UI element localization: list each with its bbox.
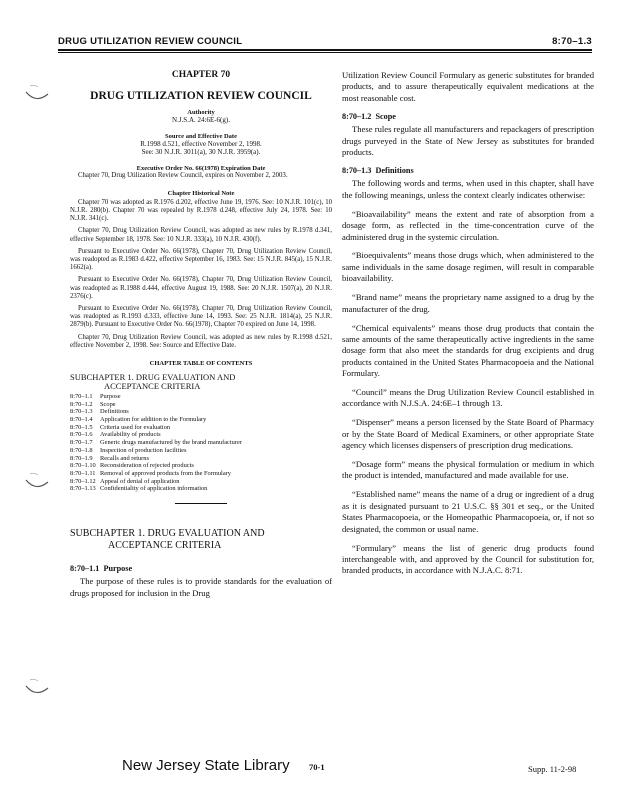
supplement-date: Supp. 11-2-98 [528,764,577,774]
definition-paragraph: The following words and terms, when used in this chapter, shall have the following meanings, unless the context clearly indicates otherwise: [342,178,594,200]
history-paragraph: Pursuant to Executive Order No. 66(1978), Chapter 70, Drug Utilization Review Council, was readopted as R.1988 d.444, effective August 19, 1988. See: 20 N.J.R. 1507(a), 20 N.J.R. 2376(c). [70,276,332,300]
source-text: R.1998 d.521, effective November 2, 1998. [140,139,262,148]
header-title: DRUG UTILIZATION REVIEW COUNCIL [58,36,243,47]
page-number: 70-1 [309,762,325,772]
toc-entry[interactable] [70,431,332,439]
toc-section-title: Criteria used for evaluation [100,423,171,431]
toc-entry[interactable] [70,408,332,416]
exec-order-text: Chapter 70, Drug Utilization Review Council, expires on November 2, 2003. [78,171,288,179]
toc-section-title: Generic drugs manufactured by the brand manufacturer [100,439,242,447]
section-number: 8:70–1.2 [342,112,372,122]
chapter-title: DRUG UTILIZATION REVIEW COUNCIL [90,90,312,102]
section-title: Definitions [375,166,414,176]
section-heading-definitions [342,166,594,176]
toc-subchapter-line: ACCEPTANCE CRITERIA [104,381,201,392]
toc-section-title: Purpose [100,392,121,400]
toc-section-title: Confidentiality of application information [100,485,208,493]
definition-paragraph: “Bioavailability” means the extent and rate of absorption from a dosage form, as reflected in the time-concentration curve of the administered drug in the systemic circulation. [342,208,594,242]
history-paragraph: Chapter 70 was adopted as R.1976 d.202, effective June 19, 1976. See: 10 N.J.R. 101(c), 10 N.J.R. 280(b). Chapter 70 was repealed by R.1978 d.248, effective July 24, 1978. See: 10 N.J.R. 341(c). [70,198,332,223]
toc-section-number: 8:70–1.2 [70,400,93,408]
header-rule-thin [58,52,592,53]
toc-section-title: Application for addition to the Formulary [100,416,207,424]
toc-section-title: Recalls and returns [100,454,149,462]
toc-entry[interactable] [70,447,332,455]
chapter-number: CHAPTER 70 [171,70,231,80]
running-header [58,36,592,47]
toc-subchapter [70,373,332,392]
toc-section-title: Scope [100,400,116,408]
scope-text: These rules regulate all manufacturers and repackagers of prescription drugs purveyed in the State of New Jersey as substitutes for branded products. [342,124,594,158]
exec-order-heading: Executive Order No. 66(1978) Expiration Date [136,164,266,172]
definition-paragraph: “Brand name” means the proprietary name assigned to a drug by the manufacturer of the drug. [342,292,594,314]
toc-section-number: 8:70–1.3 [70,408,93,416]
history-paragraph: Pursuant to Executive Order No. 66(1978), Chapter 70, Drug Utilization Review Council, was readopted as R.1993 d.333, effective June 14, 1993. See: 25 N.J.R. 1814(a), 25 N.J.R. 2879(b). Pursuant to Executive Order No. 66(1978), Chapter 70 expired on June 14, 1998. [70,304,332,329]
library-stamp: New Jersey State Library [122,757,290,774]
history-heading: Chapter Historical Note [167,189,235,197]
toc-heading: CHAPTER TABLE OF CONTENTS [149,359,253,367]
definition-paragraph: “Bioequivalents” means those drugs which, when administered to the same individuals in the same dosage regimen, will result in comparable bioavailability. [342,250,594,284]
section-divider [175,503,227,504]
left-column [70,70,332,606]
toc-section-number: 8:70–1.10 [70,462,96,470]
toc-section-number: 8:70–1.5 [70,423,93,431]
definition-paragraph: “Council” means the Drug Utilization Review Council established in accordance with N.J.S.A. 24:6E–1 through 13. [342,387,594,409]
toc-section-title: Definitions [100,408,129,416]
toc-section-title: Removal of approved products from the Formulary [100,469,231,477]
authority-text: N.J.S.A. 24:6E-6(g). [172,116,230,124]
source-text: See: 30 N.J.R. 3011(a), 30 N.J.R. 3959(a). [141,148,261,156]
toc-section-number: 8:70–1.11 [70,469,96,477]
toc-section-title: Inspection of production facilities [100,446,187,454]
toc-entry[interactable] [70,439,332,447]
section-title: Scope [375,112,396,122]
definition-paragraph: “Formulary” means the list of generic drug products found interchangeable with, and approved by the Council for substitution for, branded products, in accordance with N.J.A.C. 8:71. [342,542,594,576]
toc-entry[interactable] [70,424,332,432]
toc-section-title: Reconsideration of rejected products [100,462,194,470]
right-column [342,70,594,584]
definition-paragraph: “Chemical equivalents” means those drug products that contain the same amounts of the same therapeutically active ingredients in the same dosage form that also meet the standards for drug excipients and drug products contained in the United States Pharmacopoeia and the National Formulary. [342,322,594,379]
toc-section-number: 8:70–1.8 [70,446,93,454]
punch-hole-mark [22,82,50,106]
toc-entry[interactable] [70,485,332,493]
toc-entry[interactable] [70,401,332,409]
section-number: 8:70–1.3 [342,166,372,176]
toc-subchapter-line: SUBCHAPTER 1. DRUG EVALUATION AND [70,371,236,382]
toc-section-number: 8:70–1.4 [70,416,93,424]
section-number: 8:70–1.1 [70,564,100,574]
section-title: Purpose [103,564,133,574]
subchapter-heading-line: ACCEPTANCE CRITERIA [108,540,222,552]
purpose-text: The purpose of these rules is to provide standards for the evaluation of drugs proposed for inclusion in the Drug [70,576,332,598]
toc-section-number: 8:70–1.6 [70,431,93,439]
toc-entry[interactable] [70,416,332,424]
continued-text: Utilization Review Council Formulary as generic substitutes for branded products, and to assure therapeutically equivalent medications at the most reasonable cost. [342,70,594,103]
toc-entry[interactable] [70,470,332,478]
definition-paragraph: “Established name” means the name of a drug or ingredient of a drug as it is designated pursuant to 21 U.S.C. §§ 301 et seq., or the United States Pharmacopoeia, or the Homeopathic Pharmacopoeia, or, if not so designated, the common or usual name. [342,489,594,534]
history-paragraph: Pursuant to Executive Order No. 66(1978), Chapter 70, Drug Utilization Review Council, was readopted as R.1983 d.422, effective September 16, 1983. See: 15 N.J.R. 845(a), 15 N.J.R. 1662(a). [70,247,332,272]
definition-paragraph: “Dispenser” means a person licensed by the State Board of Pharmacy or by the State Board of Medical Examiners, or other appropriate State agency which licenses dispensers of prescription drug medications. [342,417,594,451]
section-heading-purpose [70,564,332,574]
subchapter-heading [70,528,332,552]
history-paragraph: Chapter 70, Drug Utilization Review Council, was adopted as new rules by R.1998 d.521, effective November 2, 1998. See: Source and Effective Date. [70,333,332,349]
toc-section-number: 8:70–1.13 [70,485,96,493]
toc-section-number: 8:70–1.1 [70,392,93,400]
toc-section-number: 8:70–1.9 [70,454,93,462]
subchapter-heading-line: SUBCHAPTER 1. DRUG EVALUATION AND [70,528,265,540]
toc-section-number: 8:70–1.7 [70,439,93,447]
section-heading-scope [342,112,594,122]
toc-section-title: Availability of products [100,431,161,439]
punch-hole-mark [22,470,50,494]
toc-entry[interactable] [70,462,332,470]
source-heading: Source and Effective Date [165,132,237,140]
toc-entry[interactable] [70,393,332,401]
toc-list [70,393,332,493]
header-section: 8:70–1.3 [552,36,592,47]
toc-section-title: Appeal of denial of application [100,477,180,485]
toc-entry[interactable] [70,478,332,486]
toc-section-number: 8:70–1.12 [70,477,96,485]
definition-paragraph: “Dosage form” means the physical formulation or medium in which the product is intended, manufactured and made available for use. [342,459,594,481]
punch-hole-mark [22,676,50,700]
toc-entry[interactable] [70,455,332,463]
header-rule [58,49,592,51]
history-paragraph: Chapter 70, Drug Utilization Review Council, was adopted as new rules by R.1978 d.341, effective September 18, 1978. See: 10 N.J.R. 333(a), 10 N.J.R. 430(f). [70,227,332,243]
authority-heading: Authority [187,109,215,116]
